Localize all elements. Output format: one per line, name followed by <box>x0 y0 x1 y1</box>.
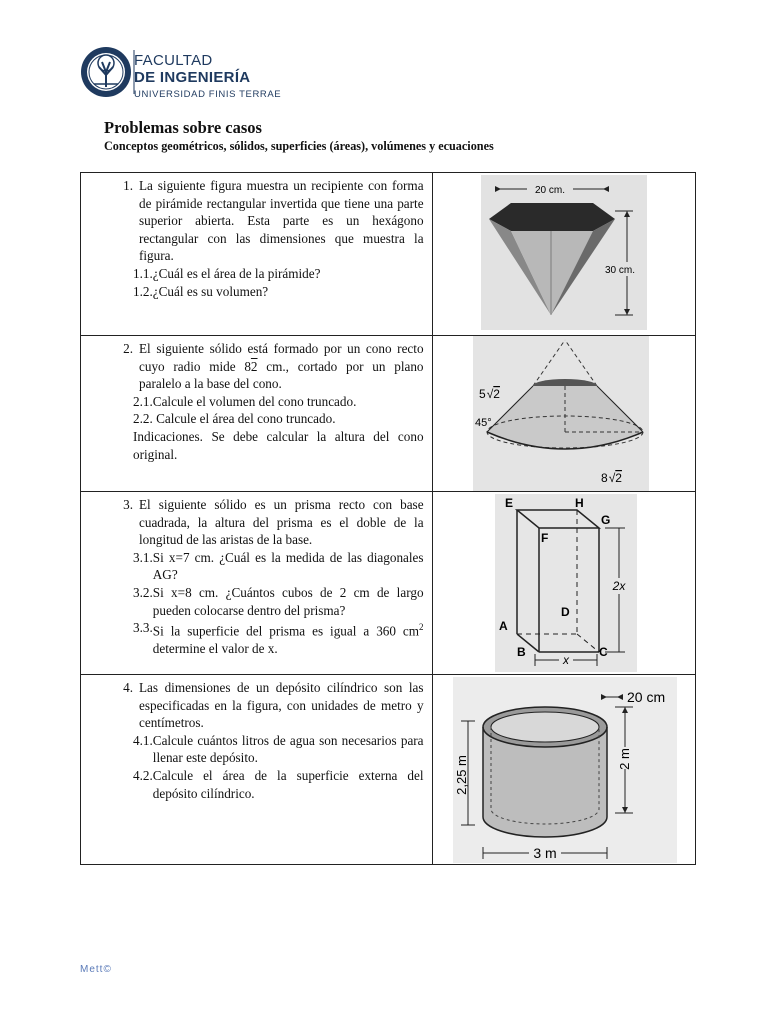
statement-part: cm., cortado por un plano paralelo a la base del cono. <box>139 358 424 392</box>
page-subtitle: Conceptos geométricos, sólidos, superficies (áreas), volúmenes y ecuaciones <box>104 139 494 153</box>
logo-line-3: UNIVERSIDAD FINIS TERRAE <box>134 89 282 100</box>
label-part: 8 <box>600 471 608 485</box>
problem-statement <box>139 340 424 393</box>
sub-question: 2.1.Calcule el volumen del cono truncado. <box>133 393 357 409</box>
sub-label: 3.2. <box>133 584 153 600</box>
sub-text: Si x=7 cm. ¿Cuál es la medida de las diagonales AG? <box>152 549 424 583</box>
sqrt-sign: √ <box>608 471 615 485</box>
vertex-label-f: F <box>540 531 548 545</box>
problem-statement: La siguiente figura muestra un recipiente con forma de pirámide rectangular invertida que tiene una parte superior abierta. Esta parte es un hexágono rectangular con las dimensiones que muestra la figura. <box>139 178 424 264</box>
superscript: 2 <box>419 622 424 633</box>
sub-label: 4.2. <box>133 767 153 783</box>
sub-question <box>89 767 424 802</box>
sub-text-part: Si la superficie del prisma es igual a 360 cm <box>152 623 420 639</box>
problem-figure-cell <box>432 336 695 492</box>
sub-text <box>153 619 424 658</box>
vertex-label-h: H <box>574 496 584 510</box>
footer-credit: Mett© <box>80 964 112 975</box>
problem-text-cell <box>81 173 433 336</box>
page-title: Problemas sobre casos <box>104 118 262 137</box>
sub-text: Calcule el área de la superficie externa del depósito cilíndrico. <box>152 767 424 801</box>
problem-text-cell <box>81 492 433 675</box>
sqrt-radicand: 2 <box>250 358 258 374</box>
top-radius-label <box>479 387 500 401</box>
sub-question: 1.1.¿Cuál es el área de la pirámide? <box>133 265 321 281</box>
problem-figure-cell <box>432 675 695 865</box>
vertex-label-c: C <box>598 645 608 659</box>
sub-question: 2.2. Calcule el área del cono truncado. <box>133 411 336 427</box>
sub-question <box>89 732 424 767</box>
vertex-label-g: G <box>600 513 610 527</box>
logo-line-1: FACULTAD <box>134 52 213 69</box>
outer-height-label: 2,25 m <box>453 755 469 795</box>
logo-line-2: DE INGENIERÍA <box>134 69 251 86</box>
label-part: 5 <box>478 387 486 401</box>
hint-text: Indicaciones. Se debe calcular la altura del cono original. <box>133 428 424 462</box>
sub-label: 4.1. <box>133 732 153 748</box>
truncated-cone-figure <box>473 336 649 491</box>
problem-statement: Las dimensiones de un depósito cilíndrico son las especificadas en la figura, con unidades de metro y centímetros. <box>139 680 424 731</box>
label-part: 2 <box>492 387 500 401</box>
sub-question <box>89 549 424 584</box>
problem-number: 2. <box>123 341 133 356</box>
wall-thickness-label: 20 cm <box>626 689 665 705</box>
sub-question <box>89 584 424 619</box>
pyramid-figure <box>481 175 647 330</box>
sub-label: 3.3. <box>133 620 153 636</box>
problem-row-2 <box>81 336 696 492</box>
prism-figure <box>495 494 637 672</box>
sub-question <box>89 619 424 658</box>
problem-number: 1. <box>123 178 133 193</box>
inner-height-label: 2 m <box>616 748 632 770</box>
problem-text-cell <box>81 336 433 492</box>
problems-table <box>80 172 696 865</box>
vertex-label-a: A <box>498 619 508 633</box>
problem-statement: El siguiente sólido es un prisma recto con base cuadrada, la altura del prisma es el doble de la longitud de las aristas de la base. <box>139 497 424 548</box>
statement-part: El siguiente sólido está formado por un cono recto cuyo radio mide 8 <box>139 341 424 374</box>
problem-number: 4. <box>123 680 133 695</box>
diameter-label: 3 m <box>532 845 557 861</box>
vertex-label-b: B <box>516 645 526 659</box>
cylinder-figure <box>453 677 677 863</box>
pyramid-height-label: 30 cm. <box>604 265 635 276</box>
problem-figure-cell <box>432 173 695 336</box>
sub-label: 3.1. <box>133 549 153 565</box>
sub-text: Si x=8 cm. ¿Cuántos cubos de 2 cm de largo pueden colocarse dentro del prisma? <box>152 584 424 618</box>
sqrt-sign: √ <box>486 387 493 401</box>
height-label: 2x <box>612 579 625 593</box>
vertex-label-d: D <box>560 605 570 619</box>
label-part: 2 <box>614 471 622 485</box>
vertex-label-e: E <box>504 496 513 510</box>
problem-row-1 <box>81 173 696 336</box>
base-radius-label <box>601 471 622 485</box>
faculty-name <box>134 52 281 101</box>
problem-row-4 <box>81 675 696 865</box>
problem-figure-cell <box>432 492 695 675</box>
problem-row-3 <box>81 492 696 675</box>
sub-text-part: determine el valor de x. <box>152 641 278 657</box>
pyramid-top-label: 20 cm. <box>534 185 565 196</box>
problem-number: 3. <box>123 497 133 512</box>
angle-label: 45° <box>474 417 492 429</box>
base-edge-label: x <box>562 653 569 667</box>
sub-question: 1.2.¿Cuál es su volumen? <box>133 283 269 299</box>
sub-text: Calcule cuántos litros de agua son necesarios para llenar este depósito. <box>152 732 424 766</box>
problem-text-cell <box>81 675 433 865</box>
